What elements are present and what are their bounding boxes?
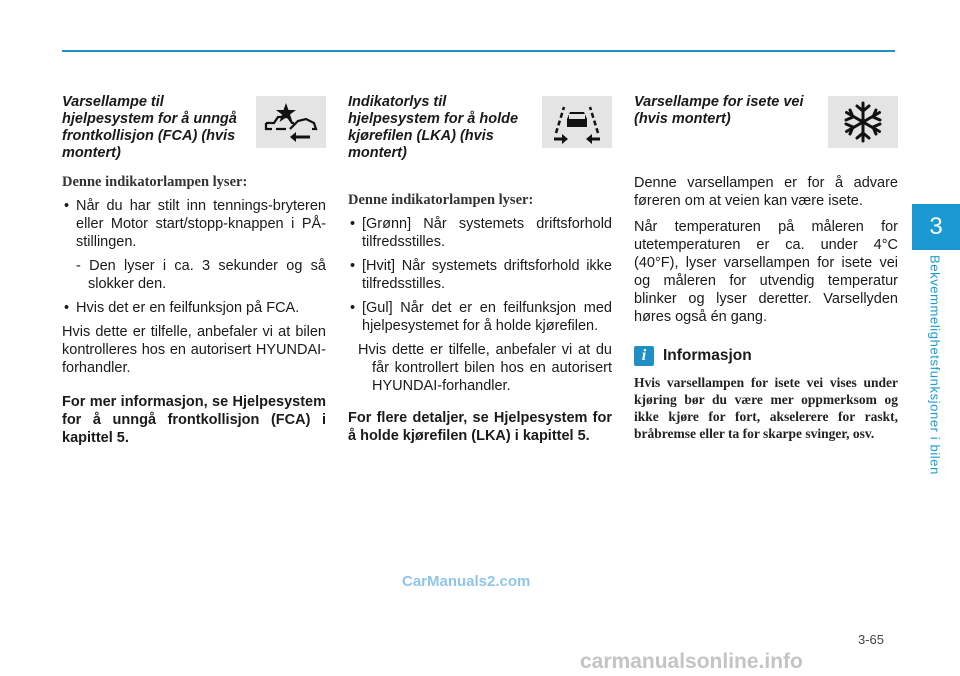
info-title: Informasjon (663, 347, 752, 364)
fca-collision-icon (256, 96, 326, 148)
fca-more-info: For mer informasjon, se Hjelpesystem for å unngå frontkollisjon (FCA) i kapittel 5. (62, 394, 326, 446)
lka-intro: Denne indikatorlampen lyser: (348, 192, 534, 208)
lka-more-info: For flere detaljer, se Hjelpesystem for å holde kjørefilen (LKA) i kapittel 5. (348, 410, 612, 444)
lka-list (348, 215, 612, 335)
snowflake-icon (828, 96, 898, 148)
fca-list (62, 197, 326, 251)
chapter-title: Bekvemmelighetsfunksjoner i bilen (927, 255, 943, 475)
lka-paragraph: Hvis dette er tilfelle, anbefaler vi at du får kontrollert bilen hos en autorisert HYUNDAI-forhandler. (358, 342, 612, 394)
icy-paragraph-1: Denne varsellampen er for å advare føreren om at veien kan være isete. (634, 175, 898, 209)
watermark-site: CarManuals2.com (402, 573, 531, 590)
watermark-footer: carmanualsonline.info (580, 650, 803, 673)
lka-bullet-yellow: • [Gul] Når det er en feilfunksjon med hjelpesystemet for å holde kjørefilen. (348, 299, 612, 335)
fca-bullet-malfunction: • Hvis det er en feilfunksjon på FCA. (62, 299, 326, 317)
column-lka (348, 94, 612, 445)
icy-title: Varsellampe for isete vei (hvis montert) (634, 94, 804, 127)
fca-header (62, 94, 326, 174)
fca-intro: Denne indikatorlampen lyser: (62, 174, 248, 190)
fca-sub-bullet: - Den lyser i ca. 3 sekunder og så slokker den. (76, 258, 326, 292)
top-rule (62, 50, 895, 52)
column-icy-road (634, 94, 898, 442)
page-number: 3-65 (858, 632, 885, 647)
fca-paragraph: Hvis dette er tilfelle, anbefaler vi at bilen kontrolleres hos en autorisert HYUNDAI-forhandler. (62, 324, 326, 376)
fca-bullet-ignition: • Når du har stilt inn tennings-bryteren eller Motor start/stopp-knappen i PÅ-stillingen. (62, 197, 326, 251)
lka-header (348, 94, 612, 192)
icy-header (634, 94, 898, 174)
fca-list-2 (62, 299, 326, 317)
lka-bullet-white: • [Hvit] Når systemets driftsforhold ikke tilfredsstilles. (348, 257, 612, 293)
icy-paragraph-2: Når temperaturen på måleren for utetemperaturen er ca. under 4°C (40°F), lyser varsellampen for isete vei og måleren for utvendig temperatur blinker og lyser deretter. Varsellyden høres også én gang. (634, 219, 898, 325)
info-body: Hvis varsellampen for isete vei vises under kjøring bør du være mer oppmerksom og ikke kjøre for fort, akselerere for raskt, bråbremse eller ta for skarpe svinger, osv. (634, 375, 898, 441)
chapter-tab: 3 (912, 204, 960, 250)
info-heading (634, 346, 898, 366)
lka-title: Indikatorlys til hjelpesystem for å holde kjørefilen (LKA) (hvis montert) (348, 94, 519, 161)
column-fca (62, 94, 326, 447)
lka-lane-icon (542, 96, 612, 148)
lka-bullet-green: • [Grønn] Når systemets driftsforhold tilfredsstilles. (348, 215, 612, 251)
fca-title: Varsellampe til hjelpesystem for å unngå frontkollisjon (FCA) (hvis montert) (62, 94, 237, 161)
info-icon: i (634, 346, 654, 366)
